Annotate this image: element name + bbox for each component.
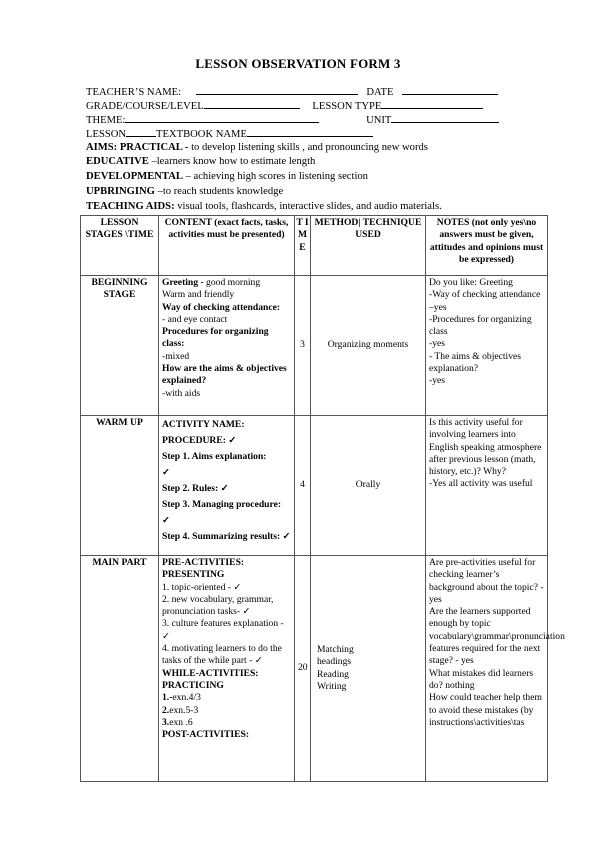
content-line: [162, 351, 291, 363]
content-line: [162, 465, 291, 481]
stage-cell: MAIN PART: [81, 556, 159, 782]
content-line-bold: PROCEDURE: ✓: [162, 435, 237, 446]
upbringing-line: [86, 185, 556, 200]
content-line: [162, 481, 291, 497]
notes-cell: [426, 556, 565, 782]
method-line: Matching: [317, 643, 354, 655]
content-line-bold: POST-ACTIVITIES:: [162, 729, 250, 741]
content-line-bold: PRE-ACTIVITIES:: [162, 557, 245, 568]
educative-line: [86, 155, 556, 170]
teaching-aids-line: [86, 200, 556, 215]
content-line: [162, 449, 291, 465]
developmental-text: – achieving high scores in listening section: [182, 171, 368, 182]
notes-line: Are pre-activities useful for checking learner’s background about the topic? -yes: [429, 557, 544, 605]
stage-cell: WARM UP: [81, 416, 159, 556]
content-line-bold: Greeting -: [162, 277, 204, 288]
content-line: [162, 314, 291, 326]
content-line-text: - and eye contact: [162, 313, 228, 325]
theme-label: THEME:: [86, 115, 126, 126]
content-line: [162, 582, 291, 594]
content-line-text: 3. culture features explanation - ✓: [162, 618, 284, 642]
aims-line: [86, 141, 556, 156]
content-line-text: Warm and friendly: [162, 289, 235, 301]
content-line-text: -with aids: [162, 387, 201, 399]
stage-cell: BEGINNING STAGE: [81, 276, 159, 416]
content-line: [162, 618, 291, 643]
content-line: [162, 277, 291, 289]
notes-line: Do you like: Greeting: [429, 277, 513, 288]
content-line-bold: 1.-: [162, 692, 173, 704]
notes-line: How could teacher help them to avoid these mistakes (by instructions\activities\tas: [429, 692, 542, 728]
notes-cell: [426, 276, 548, 416]
content-line-bold: ACTIVITY NAME:: [162, 419, 245, 430]
content-line: [162, 717, 291, 729]
content-line-text: 1. topic-oriented - ✓: [162, 581, 242, 593]
method-line: headings: [317, 656, 352, 668]
content-line-bold: PRESENTING: [162, 569, 225, 581]
notes-line: -Procedures for organizing class: [429, 313, 532, 338]
developmental-line: [86, 170, 556, 185]
content-line-text: exn .6: [169, 716, 193, 728]
notes-line: -Yes all activity was useful: [429, 478, 533, 490]
content-line: [162, 497, 291, 529]
unit-label: UNIT: [366, 115, 392, 126]
aims-label: AIMS: PRACTICAL -: [86, 142, 189, 153]
table-row: [81, 416, 548, 556]
notes-line: Are the learners supported enough by topic vocabulary\grammar\pronunciation features required for the next stage? - yes: [429, 606, 565, 667]
method-cell: Orally: [311, 416, 426, 556]
teacher-name-field[interactable]: [196, 84, 358, 95]
notes-line: - The aims & objectives explanation?: [429, 350, 522, 375]
content-line-bold: Step 1. Aims explanation:: [162, 451, 267, 462]
theme-field[interactable]: [125, 112, 319, 123]
content-line: [162, 569, 291, 581]
notes-line: Is this activity useful for involving learners into English speaking atmosphere after previous lesson (math, history, etc.)? Why?: [429, 417, 542, 478]
textbook-label: TEXTBOOK NAME: [156, 129, 247, 140]
content-line-bold: Step 4. Summarizing results: ✓: [162, 531, 291, 542]
content-line: [162, 594, 291, 619]
notes-line: What mistakes did learners do? nothing: [429, 667, 534, 691]
method-cell: Organizing moments: [311, 276, 426, 416]
teacher-label: TEACHER’S NAME:: [86, 87, 182, 98]
content-line-text: 4. motivating learners to do the tasks of the while part - ✓: [162, 643, 282, 667]
content-line-text: exn.5-3: [169, 704, 199, 716]
educative-text: –learners know how to estimate length: [148, 156, 316, 167]
content-line: [162, 388, 291, 400]
content-line: [162, 668, 291, 693]
time-cell: 4: [295, 416, 311, 556]
date-label: DATE: [366, 87, 394, 98]
content-line-text: -mixed: [162, 350, 190, 362]
notes-line: -yes: [429, 338, 445, 350]
developmental-label: DEVELOPMENTAL: [86, 171, 183, 182]
educative-label: EDUCATIVE: [86, 156, 149, 167]
content-line: [162, 417, 291, 433]
notes-line: -yes: [429, 375, 445, 387]
content-line: [162, 643, 291, 668]
method-line: Reading: [317, 668, 349, 680]
time-cell: 3: [295, 276, 311, 416]
content-line-bold: ✓: [162, 467, 171, 478]
content-line-bold: Step 2. Rules: ✓: [162, 483, 229, 494]
upbringing-text: –to reach students knowledge: [154, 186, 284, 197]
lesson-type-label: LESSON TYPE: [312, 101, 382, 112]
header-time: T I M E: [295, 216, 311, 276]
content-line: [162, 326, 291, 351]
form-title: LESSON OBSERVATION FORM 3: [195, 56, 401, 71]
content-line: [162, 705, 291, 717]
unit-field[interactable]: [391, 112, 499, 123]
content-line-bold: Procedures for organizing class:: [162, 326, 269, 350]
header-content: CONTENT (exact facts, tasks, activities must be presented): [159, 216, 295, 276]
lesson-field[interactable]: [126, 126, 156, 137]
content-cell: [159, 416, 295, 556]
header-stages: LESSON STAGES \TIME: [81, 216, 159, 276]
header-notes: NOTES (not only yes\no answers must be given, attitudes and opinions must be expressed): [426, 216, 548, 276]
content-line-bold: 3.: [162, 716, 170, 728]
teaching-aids-text: visual tools, flashcards, interactive slides, and audio materials.: [174, 201, 442, 212]
content-line-text: exn.4/3: [172, 692, 201, 704]
content-line-bold: Way of checking attendance:: [162, 301, 281, 313]
teaching-aids-label: TEACHING AIDS:: [86, 201, 175, 212]
lesson-label: LESSON: [86, 129, 127, 140]
observation-table: [80, 215, 565, 782]
content-line: [162, 302, 291, 314]
content-line: [162, 692, 291, 704]
time-cell: 20: [295, 556, 311, 782]
content-line-text: 2. new vocabulary, grammar, pronunciation tasks- ✓: [162, 593, 274, 618]
table-header-row: [81, 216, 548, 276]
grade-label: GRADE/COURSE/LEVEL: [86, 101, 204, 112]
upbringing-label: UPBRINGING: [86, 186, 155, 197]
content-line: [162, 363, 291, 388]
content-line-bold: How are the aims & objectives explained?: [162, 363, 287, 387]
content-line: [162, 729, 291, 741]
aims-text: to develop listening skills , and pronouncing new words: [188, 142, 428, 153]
content-line: [162, 289, 291, 301]
notes-cell: [426, 416, 548, 556]
lesson-type-field[interactable]: [381, 98, 483, 109]
notes-line: -Way of checking attendance –yes: [429, 289, 541, 313]
table-row: [81, 556, 548, 782]
content-line: [162, 433, 291, 449]
date-field[interactable]: [402, 84, 498, 95]
header-method: METHOD| TECHNIQUE USED: [311, 216, 426, 276]
grade-field[interactable]: [204, 98, 300, 109]
content-line-bold: WHILE-ACTIVITIES: PRACTICING: [162, 667, 259, 691]
content-cell: [159, 276, 295, 416]
content-line-bold: 2.: [162, 704, 170, 716]
table-row: [81, 276, 548, 416]
textbook-field[interactable]: [247, 126, 373, 137]
content-cell: [159, 556, 295, 782]
method-cell: [311, 556, 426, 782]
method-line: Writing: [317, 680, 347, 692]
content-line-bold: Step 3. Managing procedure: ✓: [162, 499, 282, 526]
content-line: [162, 557, 291, 569]
content-line: [162, 529, 291, 545]
content-line-text: good morning: [203, 277, 261, 288]
